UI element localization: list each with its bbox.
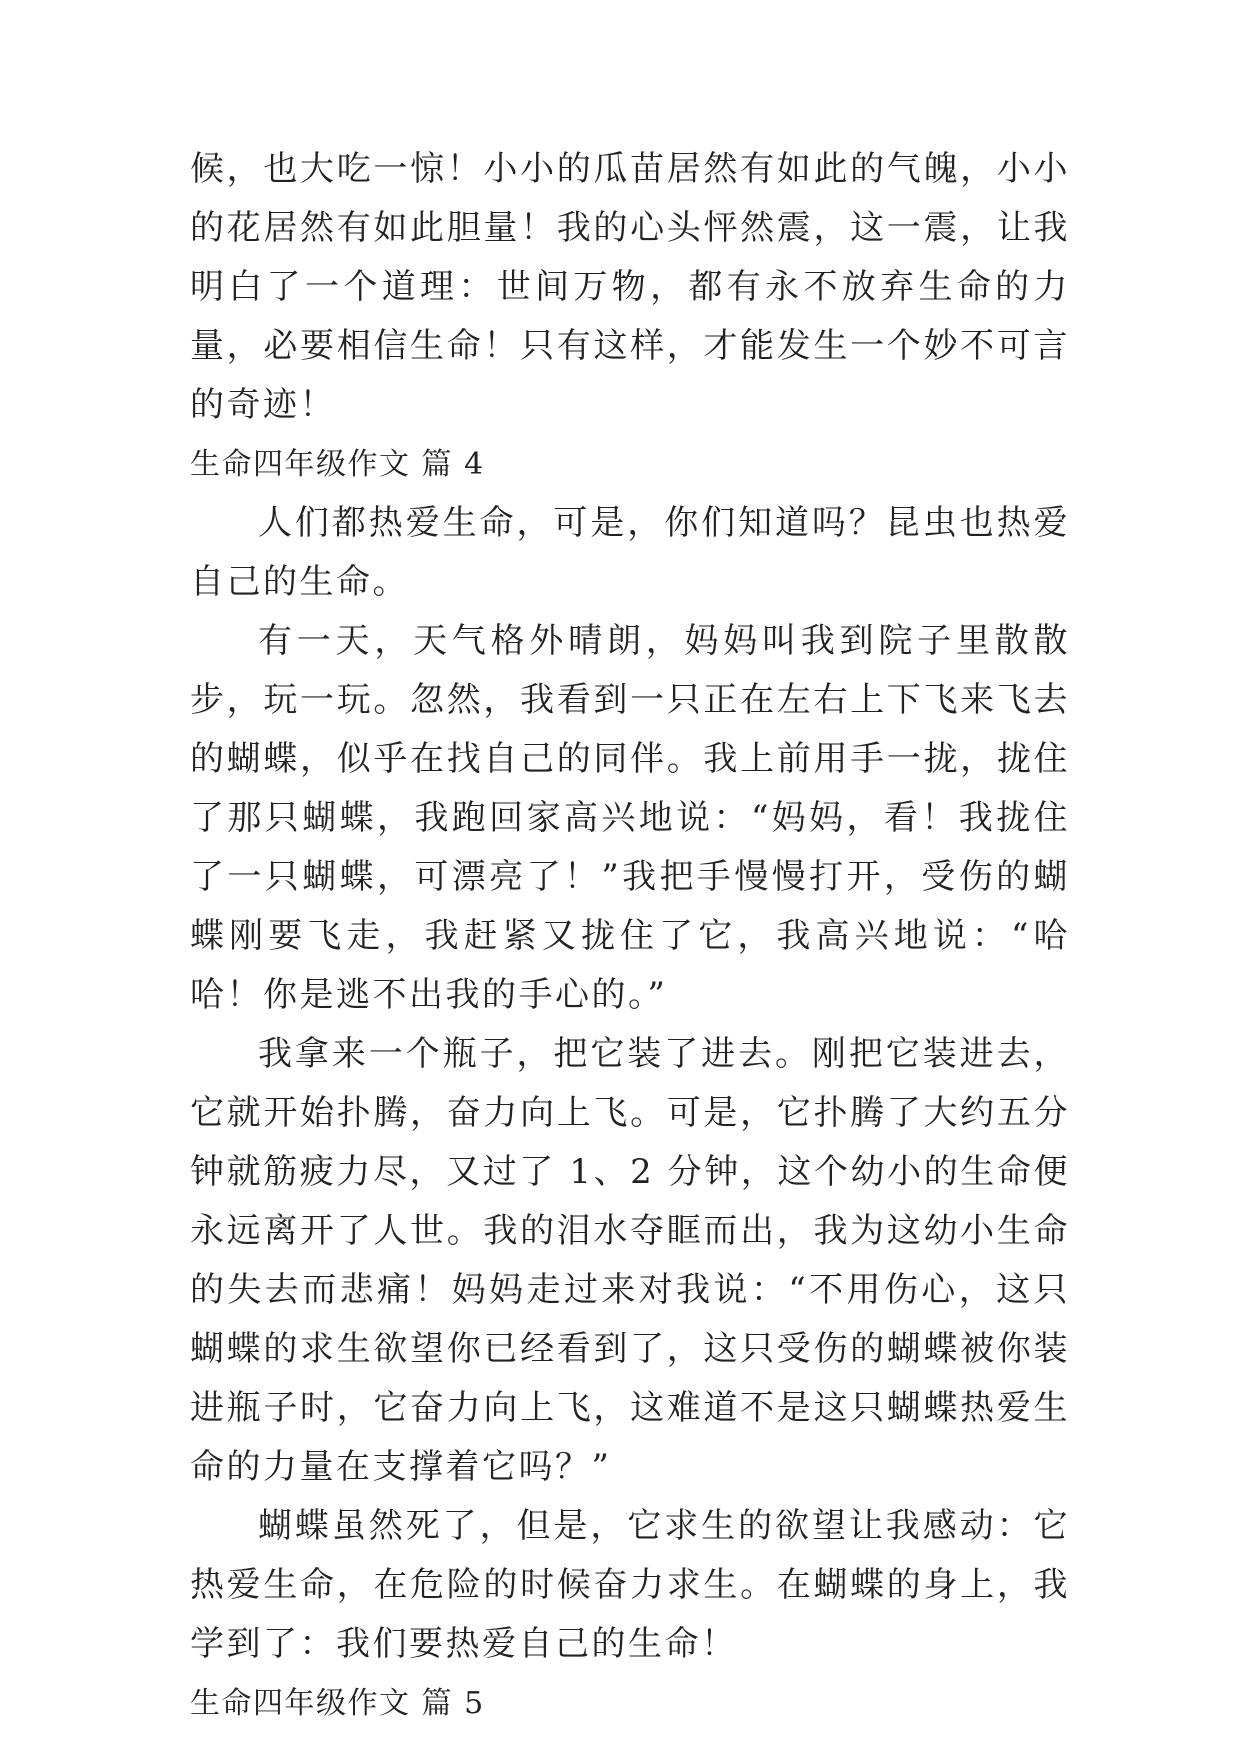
section-4-title: 生命四年级作文 篇 4: [190, 447, 485, 482]
document-page: [190, 140, 1070, 1733]
section-5-title: 生命四年级作文 篇 5: [190, 1686, 485, 1721]
section-4-paragraph-4: 蝴蝶虽然死了，但是，它求生的欲望让我感动：它热爱生命，在危险的时候奋力求生。在蝴蝶的身上，我学到了：我们要热爱自己的生命！: [190, 1506, 1070, 1664]
section-4-paragraph-3: 我拿来一个瓶子，把它装了进去。刚把它装进去，它就开始扑腾，奋力向上飞。可是，它扑腾了大约五分钟就筋疲力尽，又过了 1、2 分钟，这个幼小的生命便永远离开了人世。我的泪水夺眶而出，我为这幼小生命的失去而悲痛！妈妈走过来对我说：“不用伤心，这只蝴蝶的求生欲望你已经看到了，这只受伤的蝴蝶被你装进瓶子时，它奋力向上飞，这难道不是这只蝴蝶热爱生命的力量在支撑着它吗？”: [190, 1034, 1070, 1487]
continuation-paragraph: 候，也大吃一惊！小小的瓜苗居然有如此的气魄，小小的花居然有如此胆量！我的心头怦然震，这一震，让我明白了一个道理：世间万物，都有永不放弃生命的力量，必要相信生命！只有这样，才能发生一个妙不可言的奇迹！: [190, 149, 1070, 425]
section-4-paragraph-2: 有一天，天气格外晴朗，妈妈叫我到院子里散散步，玩一玩。忽然，我看到一只正在左右上下飞来飞去的蝴蝶，似乎在找自己的同伴。我上前用手一拢，拢住了那只蝴蝶，我跑回家高兴地说：“妈妈，看！我拢住了一只蝴蝶，可漂亮了！”我把手慢慢打开，受伤的蝴蝶刚要飞走，我赶紧又拢住了它，我高兴地说：“哈哈！你是逃不出我的手心的。”: [190, 621, 1070, 1015]
section-4-paragraph-1: 人们都热爱生命，可是，你们知道吗？昆虫也热爱自己的生命。: [190, 503, 1070, 602]
